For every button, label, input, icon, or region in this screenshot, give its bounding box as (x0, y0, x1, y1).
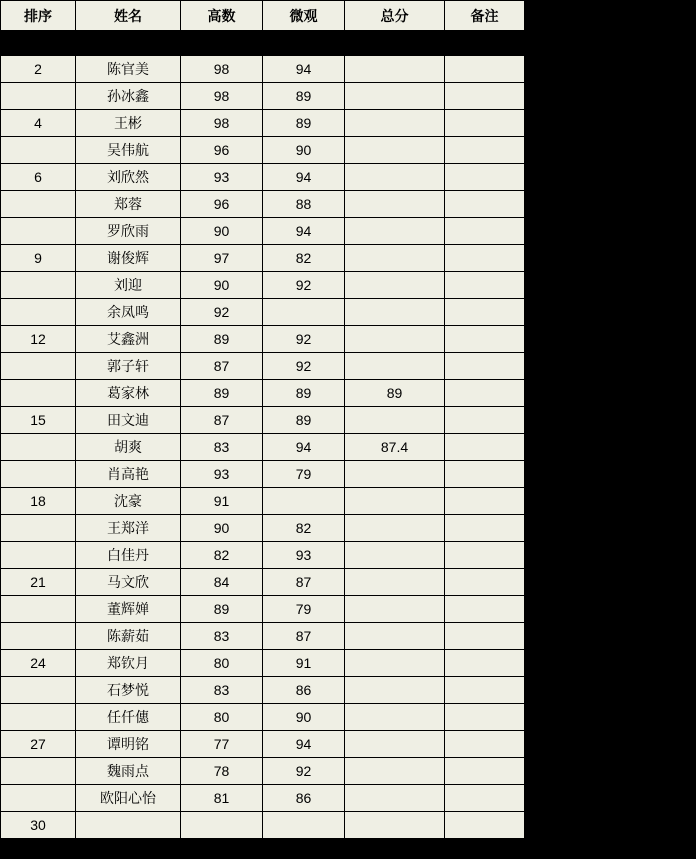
cell-rank[interactable] (1, 83, 76, 110)
cell-rank[interactable] (1, 272, 76, 299)
cell-math[interactable]: 97 (181, 245, 263, 272)
cell-note[interactable] (445, 758, 525, 785)
cell-name[interactable] (76, 812, 181, 839)
cell-total[interactable] (345, 569, 445, 596)
cell-note[interactable] (445, 407, 525, 434)
cell-note[interactable] (445, 110, 525, 137)
cell-rank[interactable] (1, 515, 76, 542)
cell-name[interactable]: 董辉婵 (76, 596, 181, 623)
cell-math[interactable]: 87 (181, 353, 263, 380)
cell-micro[interactable]: 88 (263, 191, 345, 218)
table-row (1, 83, 525, 110)
cell-math[interactable]: 80 (181, 650, 263, 677)
cell-note[interactable] (445, 434, 525, 461)
table-row (1, 137, 525, 164)
cell-micro[interactable]: 79 (263, 461, 345, 488)
column-header-micro[interactable]: 微观 (263, 1, 345, 31)
cell-math[interactable]: 93 (181, 461, 263, 488)
cell-name[interactable]: 胡爽 (76, 434, 181, 461)
cell-rank[interactable] (1, 191, 76, 218)
cell-micro[interactable]: 92 (263, 353, 345, 380)
cell-name[interactable]: 余凤鸣 (76, 299, 181, 326)
cell-math[interactable]: 98 (181, 110, 263, 137)
cell-total[interactable] (345, 326, 445, 353)
cell-micro[interactable]: 86 (263, 677, 345, 704)
cell-name[interactable]: 任仟僡 (76, 704, 181, 731)
header-row (1, 1, 525, 31)
cell-rank[interactable]: 27 (1, 731, 76, 758)
cell-micro[interactable]: 86 (263, 785, 345, 812)
cell-math[interactable] (181, 812, 263, 839)
cell-rank[interactable] (1, 596, 76, 623)
cell-name[interactable]: 田文迪 (76, 407, 181, 434)
cell-note[interactable] (445, 299, 525, 326)
cell-micro[interactable]: 82 (263, 245, 345, 272)
cell-note[interactable] (445, 515, 525, 542)
cell-math[interactable]: 96 (181, 137, 263, 164)
cell-micro[interactable]: 94 (263, 731, 345, 758)
cell-rank[interactable]: 18 (1, 488, 76, 515)
table-row (1, 110, 525, 137)
cell-math[interactable]: 89 (181, 326, 263, 353)
table-row (1, 488, 525, 515)
cell-math[interactable]: 98 (181, 56, 263, 83)
cell-note[interactable] (445, 785, 525, 812)
cell-total[interactable] (345, 407, 445, 434)
cell-math[interactable]: 89 (181, 380, 263, 407)
cell-total[interactable] (345, 110, 445, 137)
column-header-math[interactable]: 高数 (181, 1, 263, 31)
cell-name[interactable]: 郑蓉 (76, 191, 181, 218)
cell-rank[interactable] (1, 137, 76, 164)
cell-total[interactable] (345, 164, 445, 191)
cell-name[interactable]: 肖高艳 (76, 461, 181, 488)
table-row (1, 380, 525, 407)
cell-name[interactable]: 谭明铭 (76, 731, 181, 758)
cell-total[interactable] (345, 272, 445, 299)
cell-rank[interactable]: 6 (1, 164, 76, 191)
cell-note[interactable] (445, 731, 525, 758)
cell-math[interactable]: 83 (181, 677, 263, 704)
cell-rank[interactable] (1, 704, 76, 731)
cell-total[interactable] (345, 191, 445, 218)
cell-micro[interactable]: 89 (263, 83, 345, 110)
cell-note[interactable] (445, 83, 525, 110)
cell-note[interactable] (445, 56, 525, 83)
cell-rank[interactable] (1, 461, 76, 488)
cell-rank[interactable] (1, 353, 76, 380)
cell-name[interactable]: 魏雨点 (76, 758, 181, 785)
table-row (1, 56, 525, 83)
cell-micro[interactable]: 94 (263, 164, 345, 191)
cell-total[interactable] (345, 515, 445, 542)
cell-name[interactable]: 欧阳心怡 (76, 785, 181, 812)
cell-rank[interactable] (1, 218, 76, 245)
cell-rank[interactable]: 30 (1, 812, 76, 839)
cell-rank[interactable]: 24 (1, 650, 76, 677)
cell-micro[interactable]: 89 (263, 380, 345, 407)
cell-math[interactable]: 93 (181, 164, 263, 191)
cell-micro[interactable]: 94 (263, 434, 345, 461)
cell-total[interactable] (345, 785, 445, 812)
cell-rank[interactable]: 12 (1, 326, 76, 353)
cell-total[interactable] (345, 299, 445, 326)
column-header-note[interactable]: 备注 (445, 1, 525, 31)
cell-rank[interactable] (1, 542, 76, 569)
cell-rank[interactable]: 4 (1, 110, 76, 137)
cell-total[interactable] (345, 758, 445, 785)
table-row (1, 164, 525, 191)
cell-math[interactable]: 96 (181, 191, 263, 218)
cell-name[interactable]: 孙冰鑫 (76, 83, 181, 110)
cell-math[interactable]: 87 (181, 407, 263, 434)
cell-name[interactable]: 刘欣然 (76, 164, 181, 191)
cell-total[interactable] (345, 596, 445, 623)
table-header (0, 0, 525, 31)
cell-note[interactable] (445, 461, 525, 488)
cell-math[interactable]: 83 (181, 434, 263, 461)
table-row (1, 191, 525, 218)
cell-micro[interactable] (263, 488, 345, 515)
cell-math[interactable]: 84 (181, 569, 263, 596)
table-row (1, 596, 525, 623)
table-row (1, 326, 525, 353)
cell-rank[interactable] (1, 434, 76, 461)
cell-math[interactable]: 82 (181, 542, 263, 569)
cell-name[interactable]: 白佳丹 (76, 542, 181, 569)
cell-note[interactable] (445, 326, 525, 353)
cell-note[interactable] (445, 218, 525, 245)
cell-total[interactable]: 87.4 (345, 434, 445, 461)
cell-name[interactable]: 陈官美 (76, 56, 181, 83)
table-row (1, 731, 525, 758)
cell-micro[interactable]: 92 (263, 272, 345, 299)
cell-micro[interactable]: 92 (263, 326, 345, 353)
cell-rank[interactable]: 15 (1, 407, 76, 434)
cell-rank[interactable] (1, 785, 76, 812)
cell-name[interactable]: 艾鑫洲 (76, 326, 181, 353)
cell-total[interactable]: 89 (345, 380, 445, 407)
cell-total[interactable] (345, 137, 445, 164)
column-header-name[interactable]: 姓名 (76, 1, 181, 31)
table-row (1, 650, 525, 677)
column-header-total[interactable]: 总分 (345, 1, 445, 31)
cell-math[interactable]: 78 (181, 758, 263, 785)
table-row (1, 704, 525, 731)
table-body (0, 55, 525, 839)
cell-total[interactable] (345, 650, 445, 677)
cell-name[interactable]: 罗欣雨 (76, 218, 181, 245)
table-row (1, 623, 525, 650)
cell-micro[interactable]: 89 (263, 110, 345, 137)
cell-total[interactable] (345, 623, 445, 650)
cell-rank[interactable] (1, 758, 76, 785)
cell-note[interactable] (445, 704, 525, 731)
cell-micro[interactable]: 87 (263, 569, 345, 596)
table-row (1, 407, 525, 434)
cell-math[interactable]: 89 (181, 596, 263, 623)
cell-total[interactable] (345, 812, 445, 839)
cell-micro[interactable]: 94 (263, 218, 345, 245)
cell-rank[interactable]: 21 (1, 569, 76, 596)
cell-note[interactable] (445, 812, 525, 839)
table-row (1, 245, 525, 272)
cell-micro[interactable]: 82 (263, 515, 345, 542)
table-row (1, 299, 525, 326)
column-header-rank[interactable]: 排序 (1, 1, 76, 31)
cell-total[interactable] (345, 56, 445, 83)
cell-math[interactable]: 90 (181, 218, 263, 245)
cell-micro[interactable]: 90 (263, 137, 345, 164)
table-row (1, 542, 525, 569)
cell-note[interactable] (445, 245, 525, 272)
cell-name[interactable]: 沈豪 (76, 488, 181, 515)
cell-total[interactable] (345, 677, 445, 704)
cell-note[interactable] (445, 380, 525, 407)
table-row (1, 812, 525, 839)
cell-name[interactable]: 葛家林 (76, 380, 181, 407)
cell-rank[interactable] (1, 623, 76, 650)
cell-rank[interactable] (1, 677, 76, 704)
cell-math[interactable]: 77 (181, 731, 263, 758)
cell-math[interactable]: 98 (181, 83, 263, 110)
cell-note[interactable] (445, 272, 525, 299)
cell-note[interactable] (445, 164, 525, 191)
cell-math[interactable]: 81 (181, 785, 263, 812)
cell-note[interactable] (445, 569, 525, 596)
table-row (1, 272, 525, 299)
cell-math[interactable]: 90 (181, 272, 263, 299)
cell-micro[interactable]: 90 (263, 704, 345, 731)
cell-math[interactable]: 92 (181, 299, 263, 326)
cell-rank[interactable]: 2 (1, 56, 76, 83)
cell-micro[interactable]: 92 (263, 758, 345, 785)
cell-total[interactable] (345, 83, 445, 110)
cell-micro[interactable] (263, 299, 345, 326)
cell-note[interactable] (445, 677, 525, 704)
cell-name[interactable]: 王彬 (76, 110, 181, 137)
cell-note[interactable] (445, 623, 525, 650)
table-row (1, 461, 525, 488)
cell-name[interactable]: 陈薪茹 (76, 623, 181, 650)
cell-math[interactable]: 90 (181, 515, 263, 542)
cell-math[interactable]: 91 (181, 488, 263, 515)
cell-rank[interactable] (1, 299, 76, 326)
cell-total[interactable] (345, 542, 445, 569)
cell-total[interactable] (345, 704, 445, 731)
cell-micro[interactable]: 79 (263, 596, 345, 623)
cell-total[interactable] (345, 245, 445, 272)
cell-micro[interactable]: 93 (263, 542, 345, 569)
cell-name[interactable]: 吴伟航 (76, 137, 181, 164)
cell-math[interactable]: 83 (181, 623, 263, 650)
cell-micro[interactable] (263, 812, 345, 839)
cell-total[interactable] (345, 488, 445, 515)
table-row (1, 353, 525, 380)
cell-name[interactable]: 郑钦月 (76, 650, 181, 677)
cell-note[interactable] (445, 353, 525, 380)
cell-note[interactable] (445, 191, 525, 218)
cell-name[interactable]: 王郑洋 (76, 515, 181, 542)
cell-micro[interactable]: 91 (263, 650, 345, 677)
cell-total[interactable] (345, 461, 445, 488)
cell-note[interactable] (445, 542, 525, 569)
table-row (1, 758, 525, 785)
cell-micro[interactable]: 87 (263, 623, 345, 650)
cell-name[interactable]: 石梦悦 (76, 677, 181, 704)
cell-note[interactable] (445, 488, 525, 515)
table-row (1, 677, 525, 704)
cell-rank[interactable]: 9 (1, 245, 76, 272)
cell-note[interactable] (445, 137, 525, 164)
cell-micro[interactable]: 94 (263, 56, 345, 83)
table-row (1, 434, 525, 461)
cell-total[interactable] (345, 731, 445, 758)
cell-rank[interactable] (1, 380, 76, 407)
table-row (1, 785, 525, 812)
cell-micro[interactable]: 89 (263, 407, 345, 434)
cell-total[interactable] (345, 353, 445, 380)
cell-name[interactable]: 刘迎 (76, 272, 181, 299)
cell-name[interactable]: 郭子轩 (76, 353, 181, 380)
table-row (1, 218, 525, 245)
table-row (1, 515, 525, 542)
table-row (1, 569, 525, 596)
cell-note[interactable] (445, 650, 525, 677)
cell-total[interactable] (345, 218, 445, 245)
cell-name[interactable]: 谢俊辉 (76, 245, 181, 272)
cell-math[interactable]: 80 (181, 704, 263, 731)
cell-name[interactable]: 马文欣 (76, 569, 181, 596)
cell-note[interactable] (445, 596, 525, 623)
